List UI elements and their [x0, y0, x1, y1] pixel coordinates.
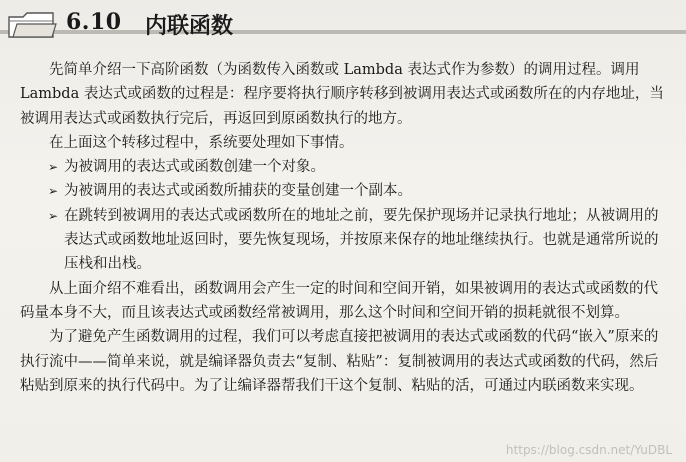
- watermark-url: https://blog.csdn.net/YuDBL: [505, 443, 672, 457]
- section-number: 6.10: [66, 9, 122, 35]
- list-item-text: 为被调用的表达式或函数创建一个对象。: [64, 159, 325, 176]
- arrow-bullet-icon: ➢: [48, 160, 59, 175]
- paragraph-inline: 为了避免产生函数调用的过程，我们可以考虑直接把被调用的表达式或函数的代码“嵌入”原来的执行流中——简单来说，就是编译器负责去“复制、粘贴”：复制被调用的表达式或函数的代码，然后粘贴到原来的执行代码中。为了让编译器帮我们干这个复制、粘贴的活，可通过内联函数来实现。: [20, 329, 659, 394]
- bullet-list: [20, 155, 672, 276]
- arrow-bullet-icon: ➢: [48, 208, 59, 223]
- folder-icon: [6, 10, 58, 40]
- section-title: 内联函数: [145, 14, 234, 39]
- paragraph-intro: 先简单介绍一下高阶函数（为函数传入函数或 Lambda 表达式作为参数）的调用过程。调用 Lambda 表达式或函数的过程是：程序要将执行顺序转移到被调用表达式或函数所在的内存地址，当被调用表达式或函数执行完后，再返回到原函数执行的地方。: [20, 62, 664, 127]
- paragraph-process: 在上面这个转移过程中，系统要处理如下事情。: [49, 134, 354, 151]
- list-item: [20, 179, 672, 203]
- section-header: [0, 0, 686, 48]
- list-item: [20, 204, 672, 277]
- list-item-text: 为被调用的表达式或函数所捕获的变量创建一个副本。: [64, 183, 412, 200]
- paragraph-overhead: 从上面介绍不难看出，函数调用会产生一定的时间和空间开销，如果被调用的表达式或函数的代码量本身不大，而且该表达式或函数经常被调用，那么这个时间和空间开销的损耗就很不划算。: [20, 280, 658, 321]
- body-text: [20, 58, 672, 398]
- arrow-bullet-icon: ➢: [48, 184, 59, 199]
- list-item-text: 在跳转到被调用的表达式或函数所在的地址之前，要先保护现场并记录执行地址；从被调用的表达式或函数地址返回时，要先恢复现场，并按原来保存的地址继续执行。也就是通常所说的压栈和出栈。: [64, 207, 659, 273]
- list-item: [20, 155, 672, 179]
